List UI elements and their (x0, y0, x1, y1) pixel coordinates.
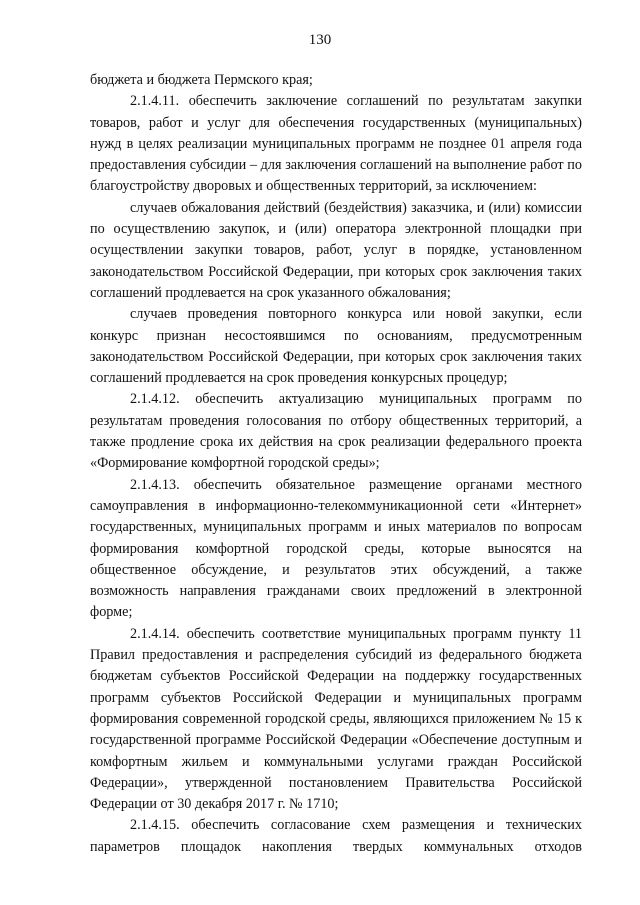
paragraph-2-1-4-11: 2.1.4.11. обеспечить заключение соглашений по результатам закупки товаров, работ и услуг для обеспечения государственных (муниципальных) нужд в целях реализации муниципальных программ не позднее 01 апреля года предоставления субсидии – для заключения соглашений на выполнение работ по благоустройству дворовых и общественных территорий, за исключением: (90, 93, 582, 195)
paragraph-2-1-4-14: 2.1.4.14. обеспечить соответствие муниципальных программ пункту 11 Правил предоставления и распределения субсидий из федерального бюджета бюджетам субъектов Российской Федерации на поддержку государственных программ субъектов Российской Федерации и муниципальных программ формирования современной городской среды, являющихся приложением № 15 к государственной программе Российской Федерации «Обеспечение доступным и комфортным жильем и коммунальными услугами граждан Российской Федерации», утвержденной постановлением Правительства Российской Федерации от 30 декабря 2017 г. № 1710; (90, 625, 582, 813)
paragraph-2-1-4-15: 2.1.4.15. обеспечить согласование схем размещения и технических параметров площадок накопления твердых коммунальных отходов (90, 817, 582, 855)
paragraph-2-1-4-13: 2.1.4.13. обеспечить обязательное размещение органами местного самоуправления в информационно-телекоммуникационной сети «Интернет» государственных, муниципальных программ и иных материалов по вопросам формирования комфортной городской среды, которые выносятся на общественное обсуждение, и результатов этих обсуждений, а также возможность направления гражданами своих предложений в электронной форме; (90, 476, 582, 621)
paragraph-budget-continuation: бюджета и бюджета Пермского края; (90, 72, 313, 88)
paragraph-2-1-4-12: 2.1.4.12. обеспечить актуализацию муниципальных программ по результатам проведения голосования по отбору общественных территорий, а также продление срока их действия на срок реализации федерального проекта «Формирование комфортной городской среды»; (90, 391, 582, 472)
paragraph-exception-repeat-tender: случаев проведения повторного конкурса или новой закупки, если конкурс признан несостоявшимся по основаниям, предусмотренным законодательством Российской Федерации, при которых срок заключения таких соглашений продлевается на срок проведения конкурсных процедур; (90, 306, 582, 387)
document-body (90, 70, 582, 858)
paragraph-exception-appeal: случаев обжалования действий (бездействия) заказчика, и (или) комиссии по осуществлению закупок, и (или) оператора электронной площадки при осуществлении закупки товаров, работ, услуг в порядке, установленном законодательством Российской Федерации, при которых срок заключения таких соглашений продлевается на срок указанного обжалования; (90, 199, 582, 301)
page-number: 130 (308, 32, 332, 48)
